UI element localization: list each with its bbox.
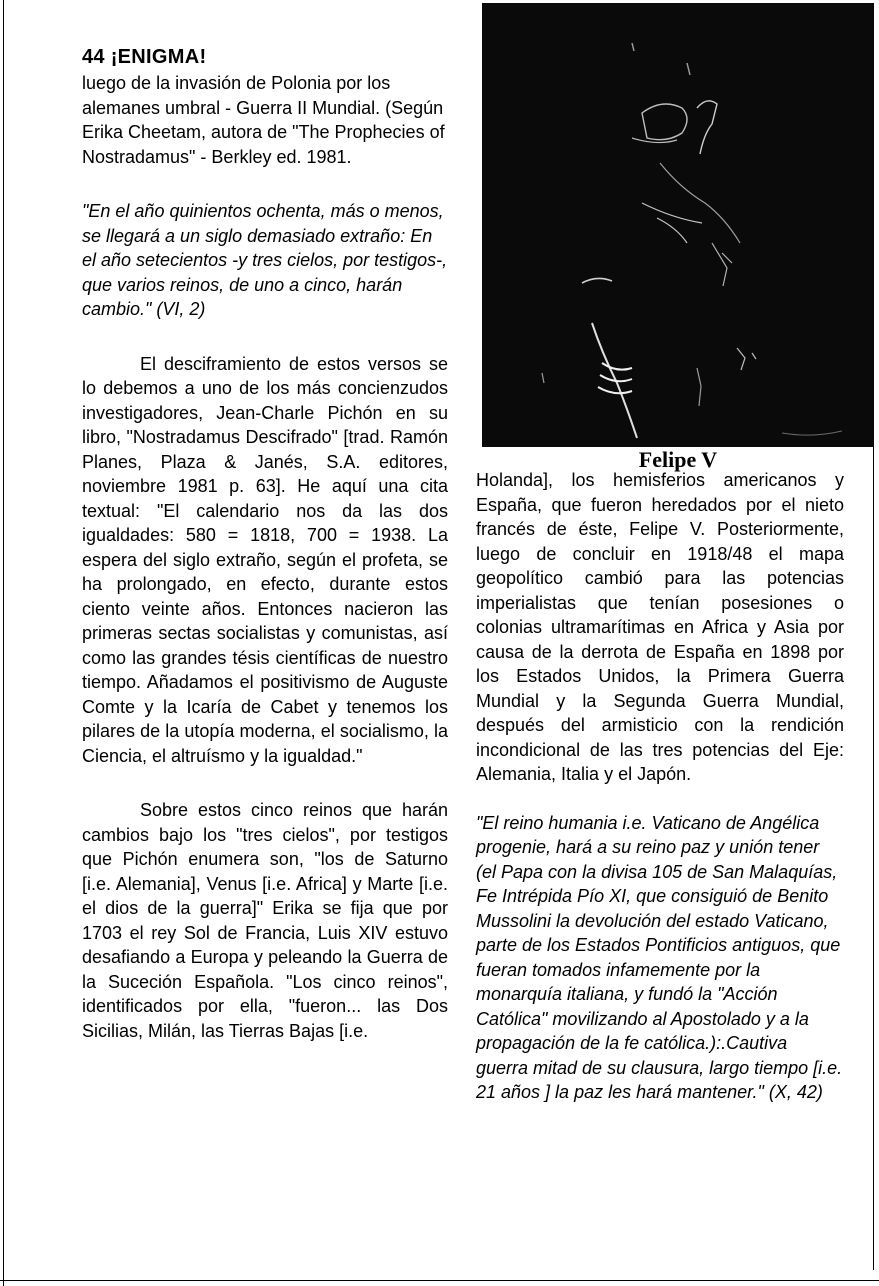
body-paragraph-3: Holanda], los hemisferios americanos y España, que fueron heredados por el nieto francés de éste, Felipe V. Posteriormente, luego de concluir en 1918/48 el mapa geopolítico cambió para las potencias imperialistas que tenían posesiones o colonias ultramarítimas en Africa y Asia por causa de la derrota de España en 1898 por los Estados Unidos, la Primera Guerra Mundial y la Segunda Guerra Mundial, después del armisticio con la rendición incondicional de las tres potencias del Eje: Alemania, Italia y el Japón. bbox=[476, 470, 844, 784]
page-title: 44 ¡ENIGMA! bbox=[82, 46, 207, 68]
quote-paragraph-1: "En el año quinientos ochenta, más o menos, se llegará a un siglo demasiado extraño: En el año setecientos -y tres cielos, por testigos-, que varios reinos, de uno a cinco, harán cambio." (VI, 2) bbox=[82, 201, 448, 319]
body-paragraph-1: El desciframiento de estos versos se lo debemos a uno de los más concienzudos investigadores, Jean-Charle Pichón en su libro, "Nostradamus Descifrado" [trad. Ramón Planes, Plaza & Janés, S.A. editores, noviembre 1981 p. 63]. He aquí una cita textual: "El calendario nos da las dos igualdades: 580 = 1818, 700 = 1938. La espera del siglo extraño, según el profeta, se ha prolongado, en efecto, durante estos ciento veinte años. Entonces nacieron las primeras sectas socialistas y comunistas, así como las grandes tésis científicas de nuestro tiempo. Añadamos el positivismo de Auguste Comte y la Icaría de Cabet y tenemos los pilares de la utopía moderna, el socialismo, la Ciencia, el altruísmo y la igualdad." bbox=[82, 353, 448, 766]
intro-paragraph: luego de la invasión de Polonia por los alemanes umbral - Guerra II Mundial. (Según Erika Cheetam, autora de "The Prophecies of Nostradamus" - Berkley ed. 1981. bbox=[82, 73, 445, 167]
body-paragraph-2: Sobre estos cinco reinos que harán cambios bajo los "tres cielos", por testigos que Pichón enumera son, "los de Saturno [i.e. Alemania], Venus [i.e. Africa] y Marte [i.e. el dios de la guerra]" Erika se fija que por 1703 el rey Sol de Francia, Luis XIV estuvo desafiando a Europa y peleando la Guerra de la Suceción Española. "Los cinco reinos", identificados por ella, "fueron... las Dos Sicilias, Milán, las Tierras Bajas [i.e. bbox=[82, 800, 448, 1041]
left-column bbox=[82, 46, 448, 1043]
page-border-left bbox=[3, 0, 4, 1286]
portrait-caption: Felipe V bbox=[638, 447, 718, 472]
page-border-bottom bbox=[0, 1280, 879, 1281]
portrait-engraving bbox=[482, 3, 874, 447]
portrait-image bbox=[482, 3, 874, 447]
right-column bbox=[476, 468, 844, 1105]
quote-paragraph-2: "El reino humania i.e. Vaticano de Angélica progenie, hará a su reino paz y unión tener (el Papa con la divisa 105 de San Malaquías, Fe Intrépida Pío XI, que consiguió de Benito Mussolini la devolución del estado Vaticano, parte de los Estados Pontificios antiguos, que fueran tomados infamemente por la monarquía italiana, y fundó la "Acción Católica" movilizando al Apostolado y a la propagación de la fe católica.):.Cautiva guerra mitad de su clausura, largo tiempo [i.e. 21 años ] la paz les hará mantener." (X, 42) bbox=[476, 812, 843, 1102]
